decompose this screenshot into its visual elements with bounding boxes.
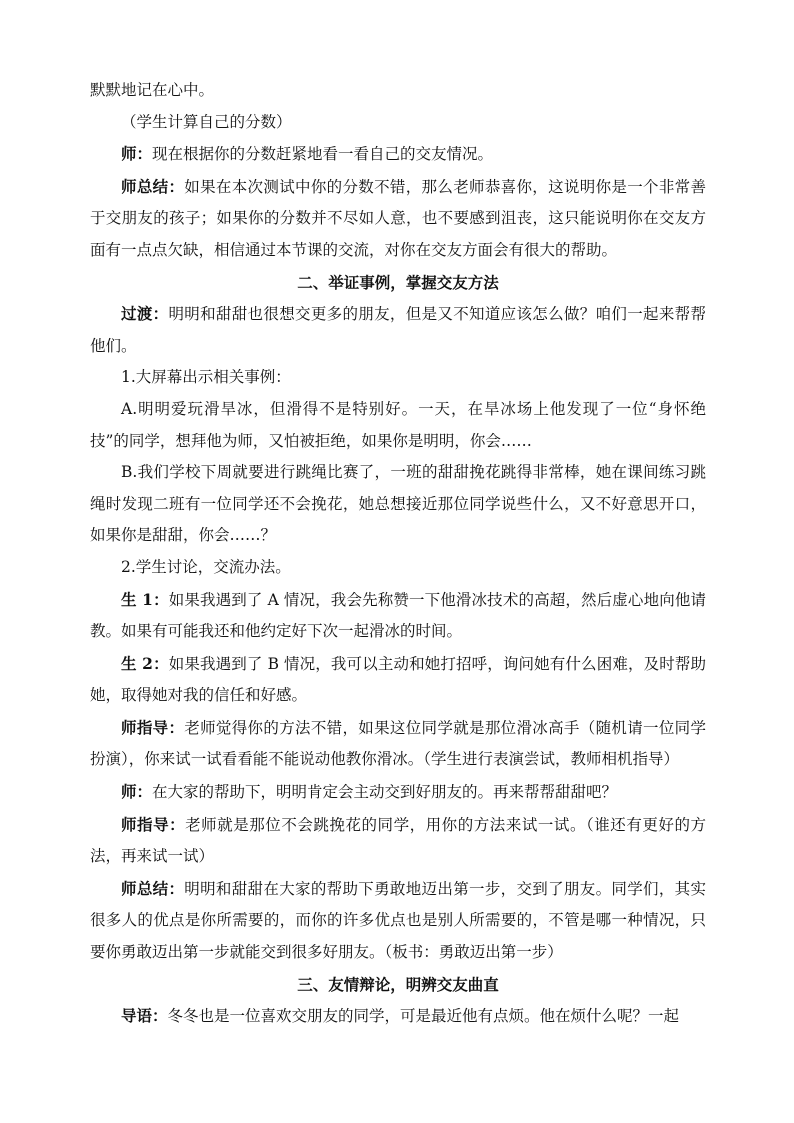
speaker-label: 生 2： <box>121 653 169 673</box>
transition-line <box>90 298 706 362</box>
speaker-label: 生 1： <box>121 589 169 609</box>
speaker-label: 师指导： <box>121 717 185 737</box>
teacher-line <box>90 138 706 171</box>
section-heading: 二、举证事例，掌握交友方法 <box>297 272 499 292</box>
intro-line <box>90 1000 706 1033</box>
paragraph: （学生计算自己的分数） <box>121 112 292 131</box>
example-b: B.我们学校下周就要进行跳绳比赛了，一班的甜甜挽花跳得非常棒，她在课间练习跳绳时发现二班有一位同学还不会挽花，她总想接近那位同学说些什么，又不好意思开口，如果你是甜甜，你会……？ <box>90 463 706 545</box>
paragraph-text: 冬冬也是一位喜欢交朋友的同学，可是最近他有点烦。他在烦什么呢？一起 <box>167 1007 680 1026</box>
teacher-summary <box>90 873 706 969</box>
section-heading: 三、友情辩论，明辨交友曲直 <box>297 974 499 994</box>
speaker-label: 师： <box>121 144 153 164</box>
speaker-label: 过渡： <box>121 304 169 324</box>
speaker-label: 师： <box>121 782 153 802</box>
teacher-summary <box>90 171 706 267</box>
paragraph: 默默地记在心中。 <box>90 81 215 99</box>
teacher-guidance <box>90 809 706 873</box>
paragraph-text: 明明和甜甜在大家的帮助下勇敢地迈出第一步，交到了朋友。同学们，其实很多人的优点是你所需要的，而你的许多优点也是别人所需要的，不管是哪一种情况，只要你勇敢迈出第一步就能交到很多好朋友。（板书：勇敢迈出第一步） <box>90 879 706 962</box>
paragraph-text: 明明和甜甜也很想交更多的朋友，但是又不知道应该怎么做？咱们一起来帮帮他们。 <box>90 305 706 355</box>
teacher-line <box>90 776 706 809</box>
example-a: A.明明爱玩滑旱冰，但滑得不是特别好。一天，在旱冰场上他发现了一位“身怀绝技”的同学，想拜他为师，又怕被拒绝，如果你是明明，你会…… <box>90 399 706 450</box>
paragraph-text: 如果我遇到了 B 情况，我可以主动和她打招呼，询问她有什么困难，及时帮助她，取得她对我的信任和好感。 <box>90 654 706 705</box>
paragraph-text: 现在根据你的分数赶紧地看一看自己的交友情况。 <box>152 145 494 164</box>
speaker-label: 师指导： <box>121 814 186 834</box>
teacher-guidance <box>90 712 706 776</box>
document-body <box>90 75 706 1033</box>
speaker-label: 师总结： <box>121 878 185 898</box>
student-line <box>90 648 706 712</box>
speaker-label: 导语： <box>121 1006 168 1026</box>
paragraph-text: 如果在本次测试中你的分数不错，那么老师恭喜你，这说明你是一个非常善于交朋友的孩子；如果你的分数并不尽如人意，也不要感到沮丧，这只能说明你在交友方面有一点点欠缺，相信通过本节课的交流，对你在交友方面会有很大的帮助。 <box>90 177 706 259</box>
list-item: 2.学生讨论，交流办法。 <box>121 557 291 576</box>
paragraph-text: 老师就是那位不会跳挽花的同学，用你的方法来试一试。（谁还有更好的方法，再来试一试） <box>90 815 706 866</box>
list-item: 1.大屏幕出示相关事例： <box>121 368 291 387</box>
student-line <box>90 584 706 648</box>
paragraph-text: 在大家的帮助下，明明肯定会主动交到好朋友的。再来帮帮甜甜吧？ <box>152 783 618 802</box>
paragraph-text: 如果我遇到了 A 情况，我会先称赞一下他滑冰技术的高超，然后虚心地向他请教。如果有可能我还和他约定好下次一起滑冰的时间。 <box>90 590 706 641</box>
speaker-label: 师总结： <box>121 176 185 196</box>
paragraph-text: 老师觉得你的方法不错，如果这位同学就是那位滑冰高手（随机请一位同学扮演），你来试一试看看能不能说动他教你滑冰。（学生进行表演尝试，教师相机指导） <box>90 718 706 769</box>
